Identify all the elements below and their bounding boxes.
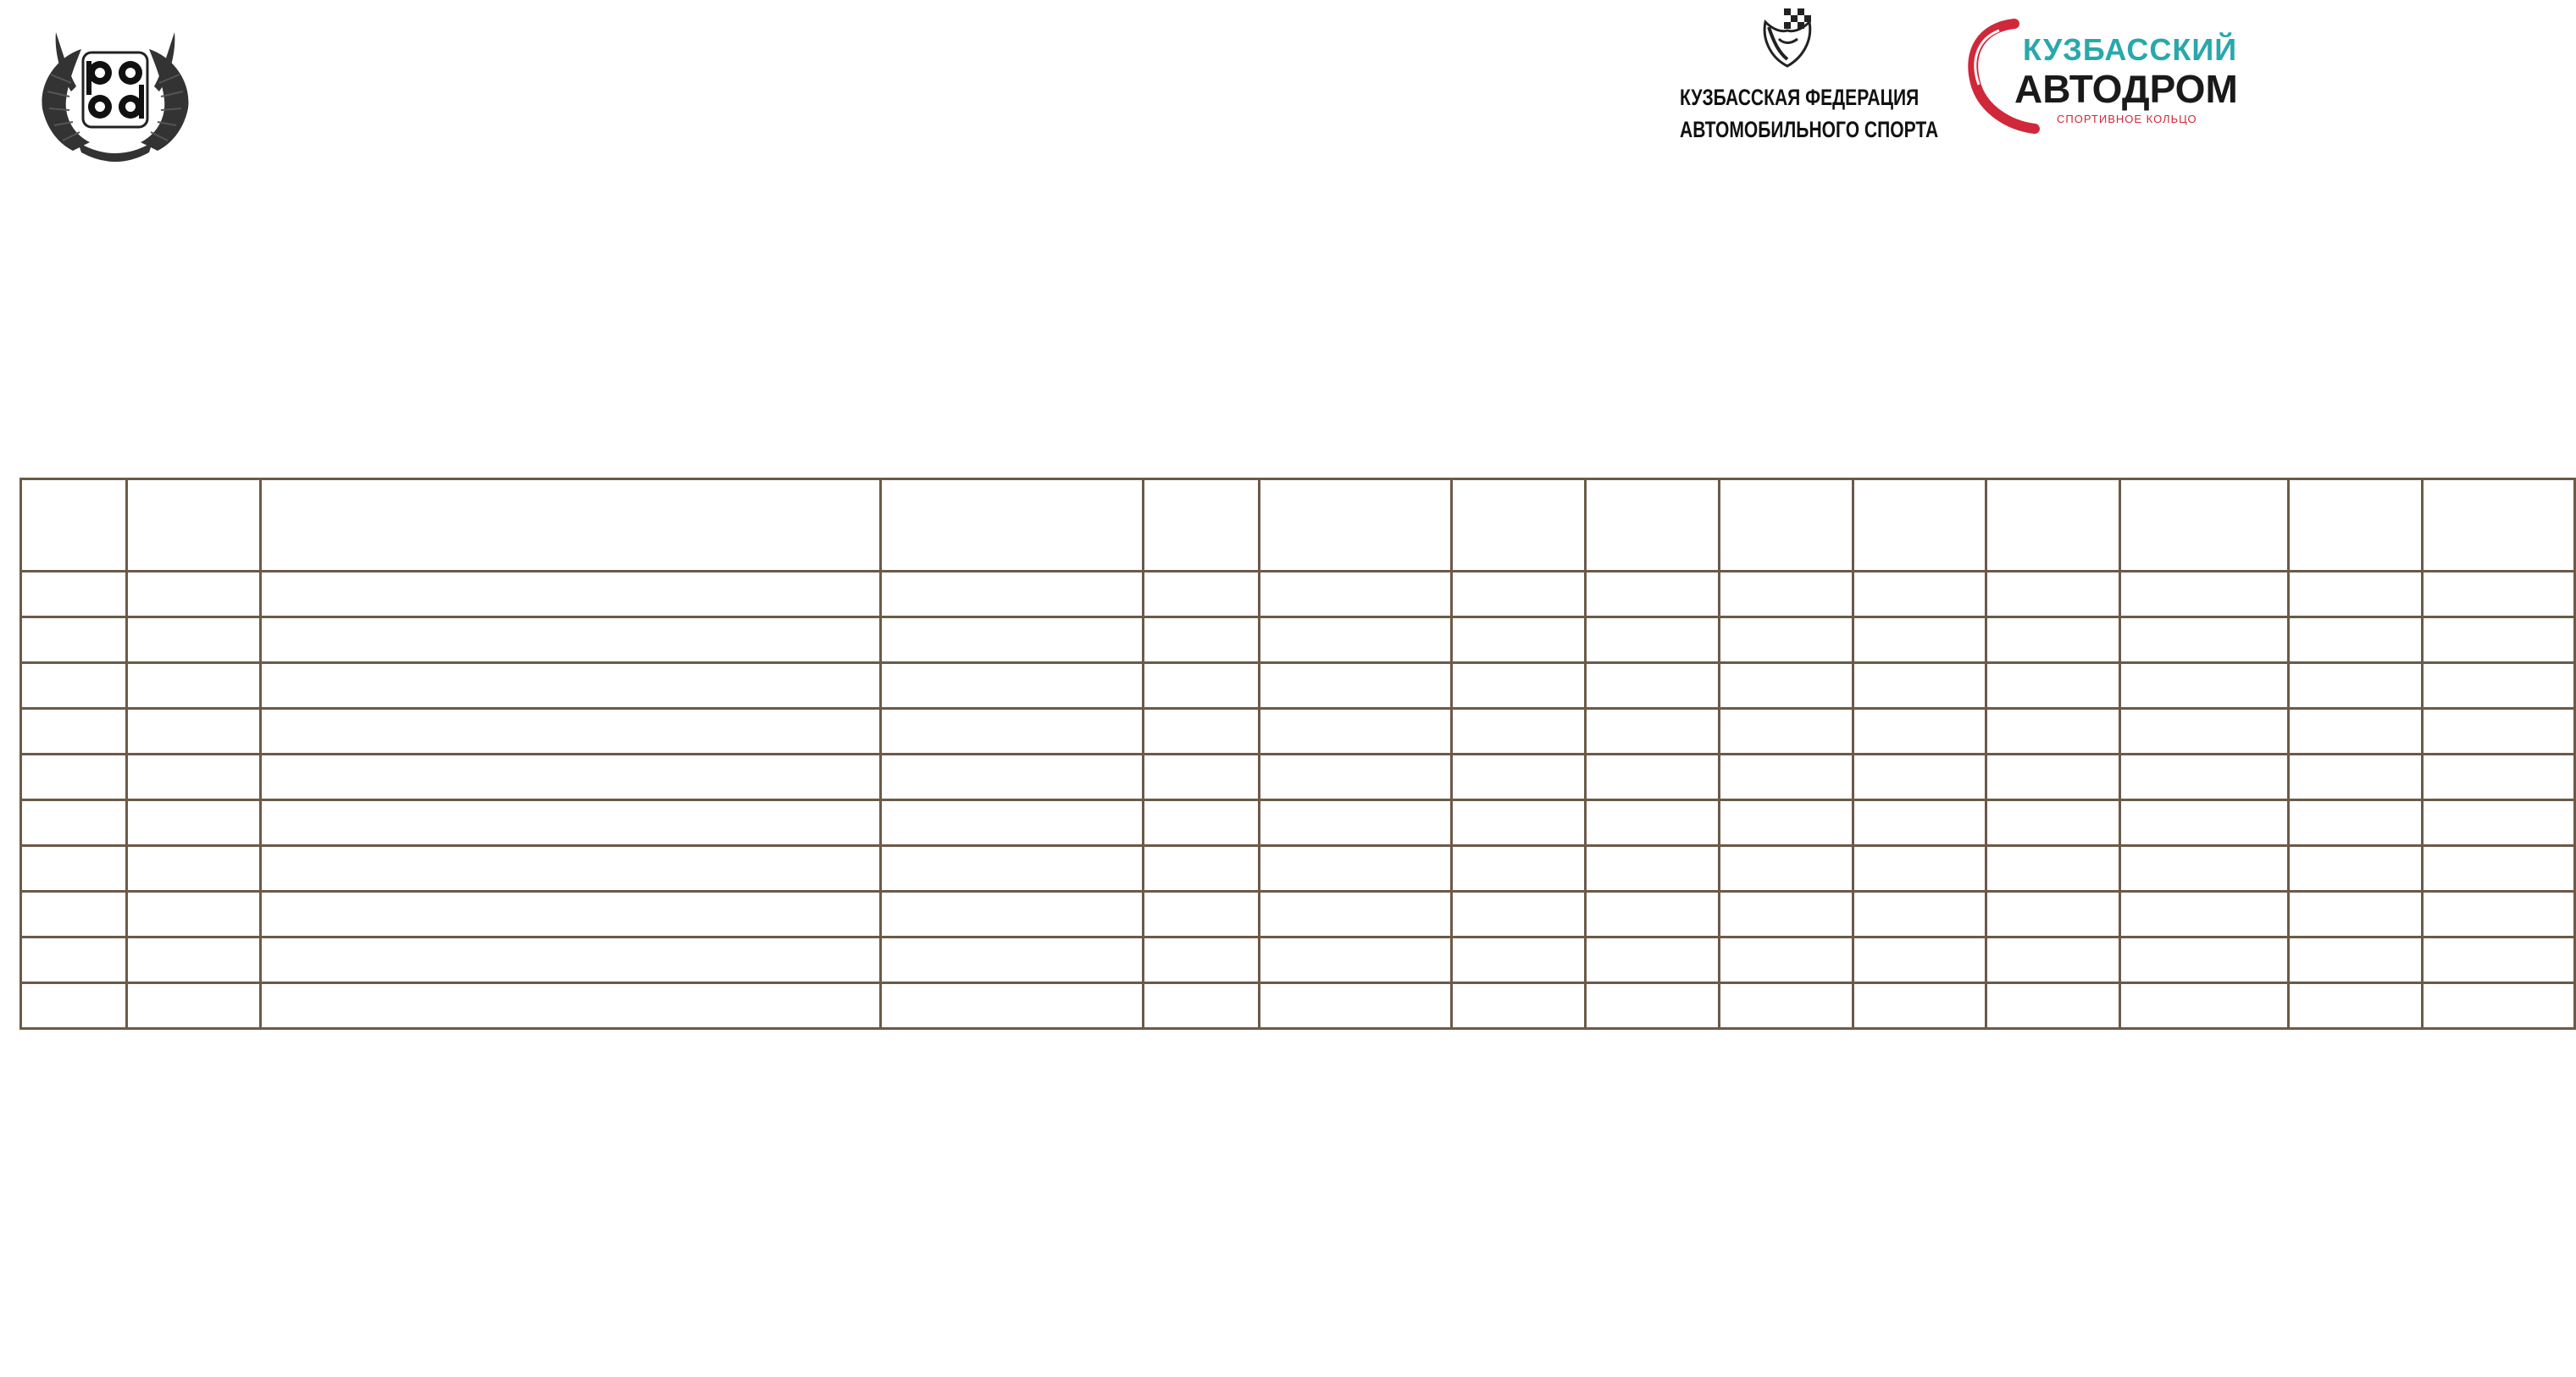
table-cell [1259, 709, 1451, 755]
table-row [21, 800, 2575, 846]
table-cell [126, 800, 260, 846]
table-cell [126, 892, 260, 937]
table-cell [1986, 937, 2120, 983]
table-cell [881, 983, 1144, 1029]
table-cell [126, 983, 260, 1029]
table-cell [1719, 846, 1853, 892]
table-cell [881, 617, 1144, 663]
results-table [19, 478, 2576, 1030]
table-cell [260, 572, 881, 617]
table-cell [21, 709, 127, 755]
table-cell [1451, 892, 1585, 937]
header-cell [1144, 479, 1260, 572]
table-cell [2120, 892, 2289, 937]
table-cell [1986, 709, 2120, 755]
table-cell [1259, 892, 1451, 937]
table-cell [126, 572, 260, 617]
header-cell [2120, 479, 2289, 572]
table-header-row [21, 479, 2575, 572]
table-cell [1719, 755, 1853, 800]
table-cell [2423, 755, 2575, 800]
table-cell [21, 800, 127, 846]
table-cell [1986, 663, 2120, 709]
table-cell [126, 846, 260, 892]
table-cell [260, 663, 881, 709]
federation-name-line1: КУЗБАССКАЯ ФЕДЕРАЦИЯ [1680, 85, 1920, 110]
table-cell [1585, 663, 1719, 709]
table-cell [2423, 800, 2575, 846]
raf-emblem-icon [30, 15, 200, 166]
table-cell [2120, 572, 2289, 617]
table-cell [260, 983, 881, 1029]
table-cell [881, 892, 1144, 937]
table-cell [1585, 572, 1719, 617]
table-cell [1144, 937, 1260, 983]
table-cell [1451, 617, 1585, 663]
kfas-logo [1652, 5, 1939, 149]
table-row [21, 617, 2575, 663]
table-cell [260, 937, 881, 983]
table-cell [1144, 892, 1260, 937]
table-cell [2423, 617, 2575, 663]
table-cell [1986, 755, 2120, 800]
table-cell [1451, 937, 1585, 983]
table-cell [1144, 663, 1260, 709]
table-cell [2120, 983, 2289, 1029]
header-cell [1853, 479, 1986, 572]
table-cell [2120, 846, 2289, 892]
table-cell [126, 663, 260, 709]
table-cell [1451, 983, 1585, 1029]
table-cell [2289, 709, 2423, 755]
table-cell [2423, 572, 2575, 617]
table-cell [2289, 617, 2423, 663]
table-cell [260, 892, 881, 937]
autodrom-line1: КУЗБАССКИЙ [2023, 32, 2238, 67]
raf-logo [30, 15, 200, 166]
table-cell [21, 892, 127, 937]
table-cell [1853, 892, 1986, 937]
table-cell [126, 937, 260, 983]
table-cell [1719, 663, 1853, 709]
table-cell [1451, 800, 1585, 846]
table-cell [21, 572, 127, 617]
table-cell [1144, 983, 1260, 1029]
table-cell [1853, 663, 1986, 709]
table-cell [1585, 846, 1719, 892]
table-cell [2423, 937, 2575, 983]
table-cell [260, 709, 881, 755]
table-cell [1144, 709, 1260, 755]
checkered-flag-icon [1753, 5, 1821, 73]
header-cell [1259, 479, 1451, 572]
table-row [21, 572, 2575, 617]
table-row [21, 663, 2575, 709]
table-cell [1986, 892, 2120, 937]
header-cell [2289, 479, 2423, 572]
table-cell [1853, 572, 1986, 617]
table-cell [1719, 937, 1853, 983]
table-cell [2289, 937, 2423, 983]
table-cell [1144, 572, 1260, 617]
table-cell [2423, 983, 2575, 1029]
table-cell [1585, 617, 1719, 663]
table-row [21, 755, 2575, 800]
header-cell [126, 479, 260, 572]
header-cell [21, 479, 127, 572]
table-cell [1719, 572, 1853, 617]
table-cell [881, 846, 1144, 892]
table-cell [2289, 663, 2423, 709]
table-cell [2120, 755, 2289, 800]
table-cell [1719, 892, 1853, 937]
table-cell [260, 800, 881, 846]
table-cell [2423, 709, 2575, 755]
header-cell [1986, 479, 2120, 572]
table-cell [2120, 617, 2289, 663]
table-cell [21, 617, 127, 663]
table-row [21, 937, 2575, 983]
header-cell [1719, 479, 1853, 572]
table-cell [1853, 937, 1986, 983]
table-cell [1853, 709, 1986, 755]
table-cell [1451, 846, 1585, 892]
table-cell [1585, 937, 1719, 983]
table-cell [1451, 663, 1585, 709]
table-cell [21, 755, 127, 800]
table-cell [2423, 846, 2575, 892]
table-cell [126, 755, 260, 800]
header-cell [1585, 479, 1719, 572]
table-cell [1853, 846, 1986, 892]
autodrom-line3: СПОРТИВНОЕ КОЛЬЦО [2057, 113, 2197, 125]
table-cell [1853, 800, 1986, 846]
table-cell [21, 937, 127, 983]
table-cell [1144, 846, 1260, 892]
table-cell [2423, 892, 2575, 937]
table-cell [1986, 572, 2120, 617]
table-cell [260, 755, 881, 800]
table-cell [1585, 755, 1719, 800]
table-cell [1259, 800, 1451, 846]
table-cell [2120, 709, 2289, 755]
table-cell [2120, 937, 2289, 983]
table-cell [2120, 800, 2289, 846]
table-cell [1585, 892, 1719, 937]
table-cell [1986, 983, 2120, 1029]
header-cell [2423, 479, 2575, 572]
table-cell [1853, 617, 1986, 663]
header-cell [260, 479, 881, 572]
table-cell [21, 983, 127, 1029]
header-cell [881, 479, 1144, 572]
table-row [21, 892, 2575, 937]
table-cell [1451, 572, 1585, 617]
table-cell [2289, 800, 2423, 846]
table-cell [881, 663, 1144, 709]
autodrom-line2: АВТОДРОМ [2014, 67, 2238, 111]
table-cell [2289, 846, 2423, 892]
table-cell [881, 572, 1144, 617]
table-cell [1259, 846, 1451, 892]
table-cell [2423, 663, 2575, 709]
table-cell [1259, 983, 1451, 1029]
table-cell [1719, 800, 1853, 846]
header-cell [1451, 479, 1585, 572]
table-cell [1853, 983, 1986, 1029]
table-cell [126, 617, 260, 663]
table-cell [2120, 663, 2289, 709]
table-cell [1719, 709, 1853, 755]
federation-name-line2: АВТОМОБИЛЬНОГО СПОРТА [1680, 117, 1939, 142]
table-cell [1986, 617, 2120, 663]
table-cell [1986, 800, 2120, 846]
table-cell [126, 709, 260, 755]
table-cell [1451, 709, 1585, 755]
table-cell [881, 709, 1144, 755]
table-cell [1259, 755, 1451, 800]
table-cell [260, 617, 881, 663]
table-cell [2289, 755, 2423, 800]
table-cell [1259, 572, 1451, 617]
table-cell [1585, 983, 1719, 1029]
table-cell [881, 937, 1144, 983]
table-cell [2289, 983, 2423, 1029]
federation-name [1680, 81, 1939, 146]
table-cell [1144, 617, 1260, 663]
kuzbass-autodrom-logo [1948, 17, 2238, 135]
table-cell [881, 755, 1144, 800]
table-cell [1144, 755, 1260, 800]
table-cell [2289, 572, 2423, 617]
table-row [21, 846, 2575, 892]
table-cell [21, 663, 127, 709]
table-row [21, 983, 2575, 1029]
table-cell [2289, 892, 2423, 937]
table-cell [1259, 617, 1451, 663]
table-cell [260, 846, 881, 892]
table-cell [21, 846, 127, 892]
table-row [21, 709, 2575, 755]
table-cell [1853, 755, 1986, 800]
table-cell [1585, 709, 1719, 755]
table-cell [1259, 937, 1451, 983]
table-cell [881, 800, 1144, 846]
table-cell [1719, 617, 1853, 663]
table-cell [1144, 800, 1260, 846]
table-cell [1451, 755, 1585, 800]
table-cell [1259, 663, 1451, 709]
table-cell [1719, 983, 1853, 1029]
table-cell [1585, 800, 1719, 846]
table-cell [1986, 846, 2120, 892]
